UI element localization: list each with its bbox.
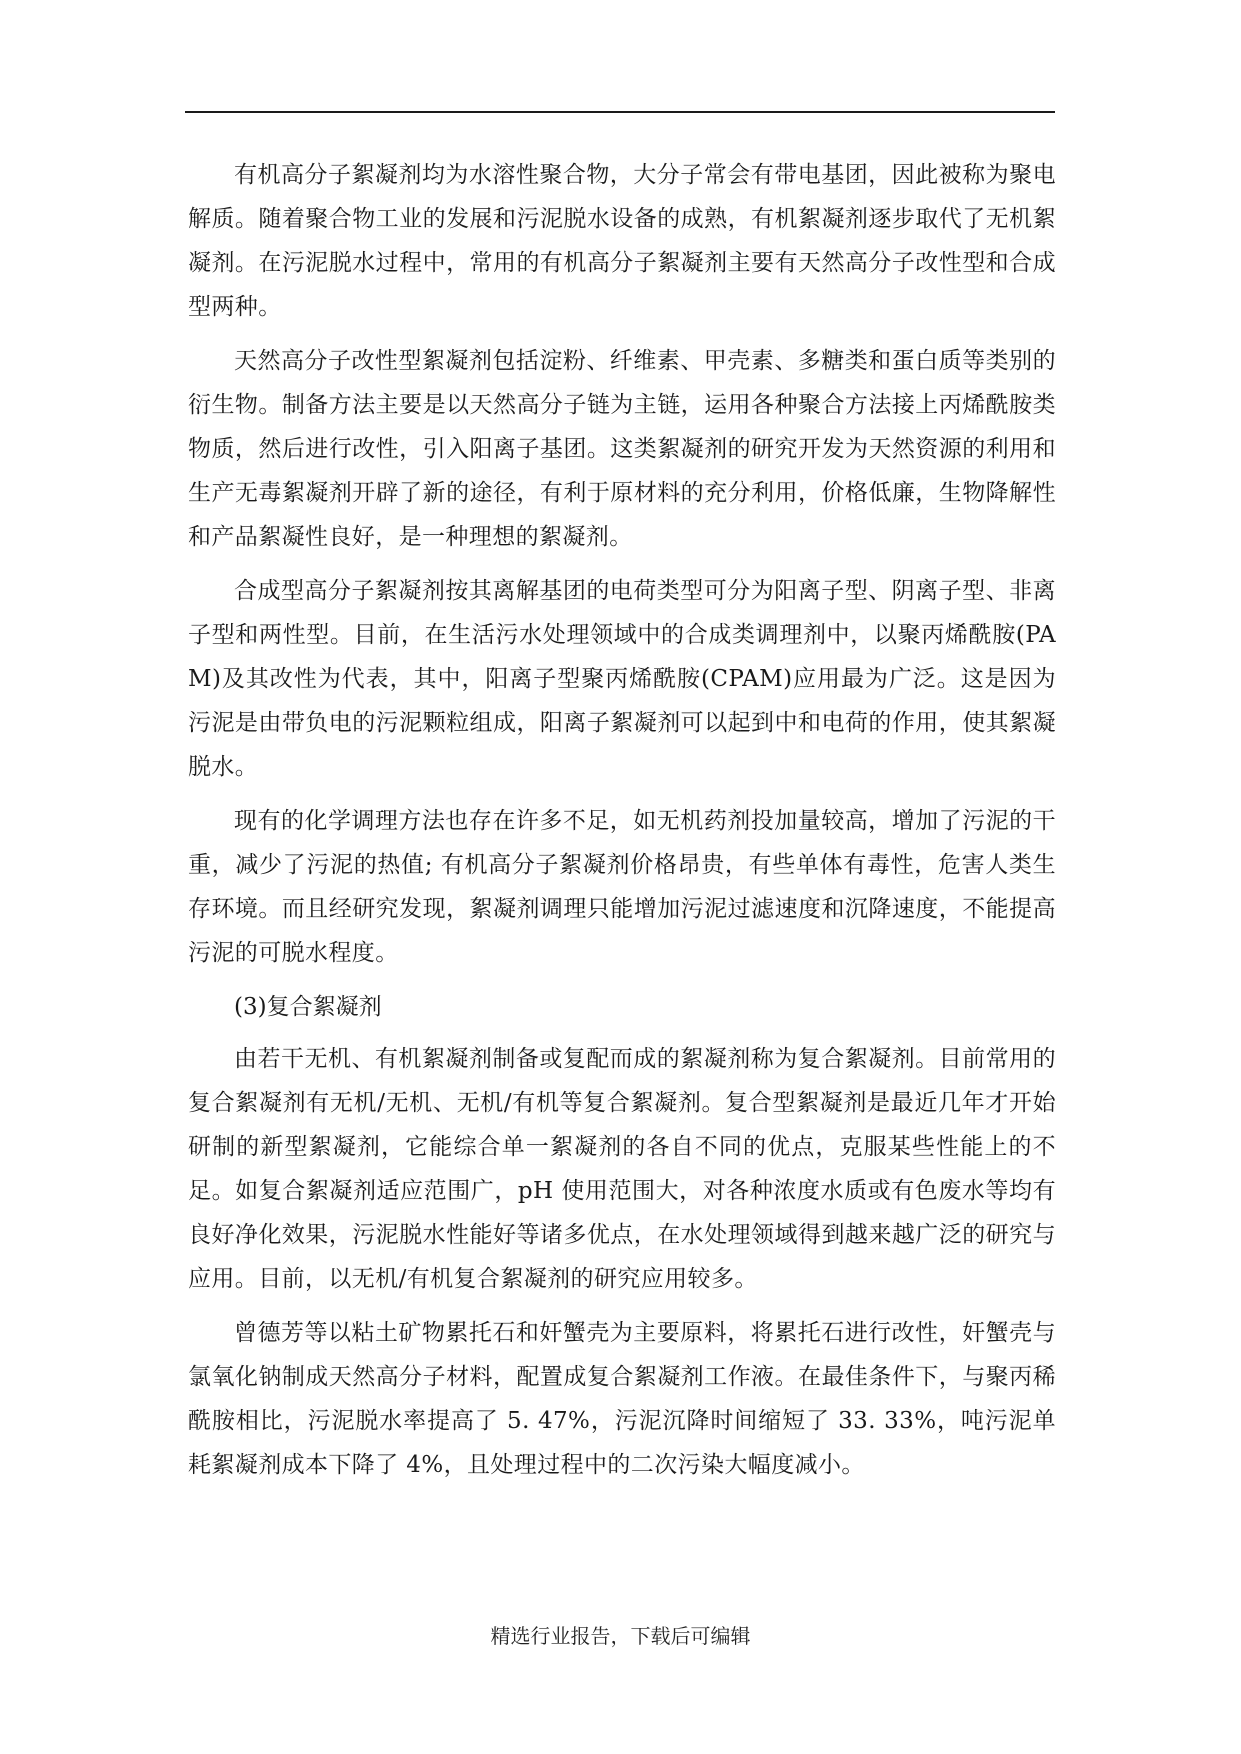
paragraph-chemical-conditioning-drawbacks: 现有的化学调理方法也存在许多不足，如无机药剂投加量较高，增加了污泥的干重，减少了污泥的热值; 有机高分子絮凝剂价格昂贵，有些单体有毒性，危害人类生存环境。而且经研究发现，絮凝剂调理只能增加污泥过滤速度和沉降速度，不能提高污泥的可脱水程度。 [188, 808, 1056, 966]
header-rule [185, 111, 1055, 113]
paragraph-composite-flocculants: 由若干无机、有机絮凝剂制备或复配而成的絮凝剂称为复合絮凝剂。目前常用的复合絮凝剂有无机/无机、无机/有机等复合絮凝剂。复合型絮凝剂是最近几年才开始研制的新型絮凝剂，它能综合单一絮凝剂的各自不同的优点，克服某些性能上的不足。如复合絮凝剂适应范围广，pH 使用范围大，对各种浓度水质或有色废水等均有良好净化效果，污泥脱水性能好等诸多优点，在水处理领域得到越来越广泛的研究与应用。目前，以无机/有机复合絮凝剂的研究应用较多。 [188, 1046, 1056, 1292]
page-footer: 精选行业报告，下载后可编辑 [490, 1624, 751, 1648]
paragraph-natural-polymer-flocculants: 天然高分子改性型絮凝剂包括淀粉、纤维素、甲壳素、多糖类和蛋白质等类别的衍生物。制备方法主要是以天然高分子链为主链，运用各种聚合方法接上丙烯酰胺类物质，然后进行改性，引入阳离子基团。这类絮凝剂的研究开发为天然资源的利用和生产无毒絮凝剂开辟了新的途径，有利于原材料的充分利用，价格低廉，生物降解性和产品絮凝性良好，是一种理想的絮凝剂。 [188, 348, 1056, 550]
paragraph-synthetic-polymer-flocculants: 合成型高分子絮凝剂按其离解基团的电荷类型可分为阳离子型、阴离子型、非离子型和两性型。目前，在生活污水处理领域中的合成类调理剂中，以聚丙烯酰胺(PAM)及其改性为代表，其中，阳离子型聚丙烯酰胺(CPAM)应用最为广泛。这是因为污泥是由带负电的污泥颗粒组成，阳离子絮凝剂可以起到中和电荷的作用，使其絮凝脱水。 [188, 578, 1056, 780]
document-body [188, 153, 1056, 1497]
section-heading-composite-flocculants: (3)复合絮凝剂 [234, 994, 382, 1020]
paragraph-organic-flocculants: 有机高分子絮凝剂均为水溶性聚合物，大分子常会有带电基团，因此被称为聚电解质。随着聚合物工业的发展和污泥脱水设备的成熟，有机絮凝剂逐步取代了无机絮凝剂。在污泥脱水过程中，常用的有机高分子絮凝剂主要有天然高分子改性型和合成型两种。 [188, 162, 1056, 320]
paragraph-zeng-defang-study: 曾德芳等以粘土矿物累托石和奸蟹壳为主要原料，将累托石进行改性，奸蟹壳与氯氧化钠制成天然高分子材料，配置成复合絮凝剂工作液。在最佳条件下，与聚丙稀酰胺相比，污泥脱水率提高了 5. 47%，污泥沉降时间缩短了 33. 33%，吨污泥单耗絮凝剂成本下降了 4%，且处理过程中的二次污染大幅度减小。 [188, 1320, 1056, 1478]
